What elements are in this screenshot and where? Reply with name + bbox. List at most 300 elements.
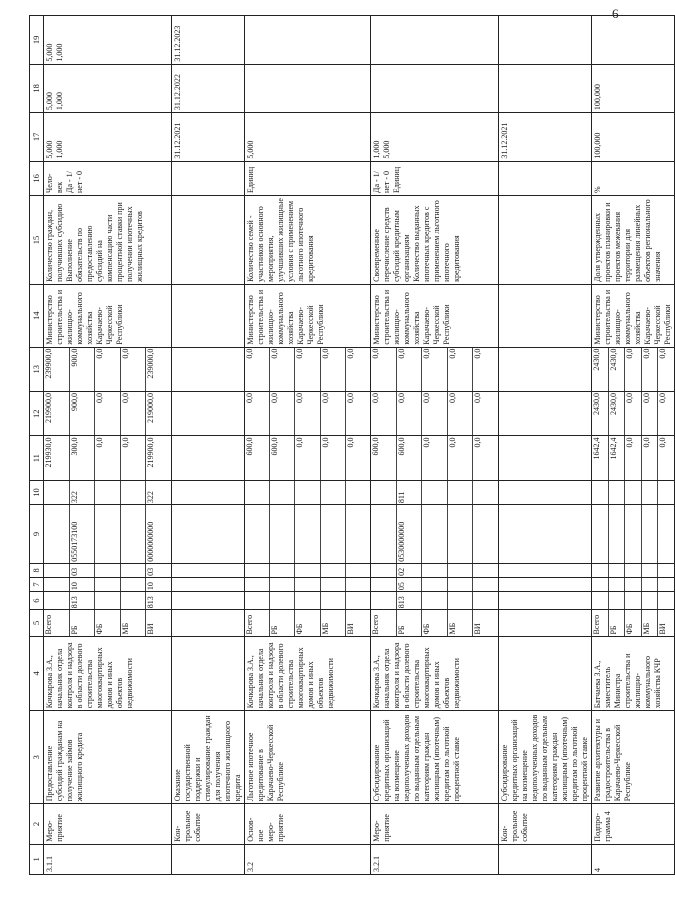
cell-c2: Основ- ное меро- приятие <box>245 804 371 844</box>
cell-c17: 31.12.2021 <box>499 113 592 162</box>
cell-c11 <box>44 436 172 480</box>
column-number-19: 19 <box>30 16 44 65</box>
cell-c8 <box>245 563 371 577</box>
sub-cell: ФБ <box>421 610 447 635</box>
column-number-row <box>30 16 44 875</box>
cell-c4: Кочкарова З.А., начальник отдела контроля и надзора в области долевого строительства многоквартирных домов и иных объектов недвижимости <box>371 636 499 711</box>
sub-cell: 0,0 <box>294 348 319 391</box>
sub-cell: РБ <box>69 610 95 635</box>
cell-c10 <box>592 480 675 504</box>
sub-cell: ФБ <box>624 610 641 635</box>
cell-c18: 5,000 1,000 <box>44 64 172 113</box>
cell-c4: Кочкарова З.А., начальник отдела контроля и надзора в области долевого строительства многоквартирных домов и иных объектов недвижимости <box>245 636 371 711</box>
cell-c12 <box>499 392 592 436</box>
column-number-10: 10 <box>30 480 44 504</box>
sub-cell <box>641 505 658 563</box>
sub-cell-stack <box>245 348 370 391</box>
sub-cell: 0,0 <box>472 348 498 391</box>
cell-c9 <box>44 505 172 564</box>
sub-cell: 322 <box>69 481 95 504</box>
sub-cell <box>120 564 146 577</box>
sub-cell <box>641 481 658 504</box>
cell-c4: Кочкарова З.А., начальник отдела контроля и надзора в области долевого строительства многоквартирных домов и иных объектов недвижимости <box>44 636 172 711</box>
sub-cell-stack <box>592 348 674 391</box>
sub-cell-stack <box>371 348 498 391</box>
column-number-9: 9 <box>30 505 44 564</box>
sub-cell <box>94 578 120 591</box>
sub-cell-stack <box>499 610 591 635</box>
cell-c6 <box>44 592 172 610</box>
sub-cell: 322 <box>145 481 171 504</box>
sub-cell-stack <box>172 505 244 563</box>
sub-cell: ФБ <box>94 610 120 635</box>
sub-cell <box>472 564 498 577</box>
cell-c8 <box>592 563 675 577</box>
sub-cell: 03 <box>69 564 95 577</box>
page-number: 6 <box>612 6 619 21</box>
sub-cell <box>269 505 294 563</box>
sub-cell-stack <box>44 564 171 577</box>
sub-cell: 0,0 <box>345 392 370 435</box>
sub-cell: 0,0 <box>447 348 473 391</box>
cell-c1: 3.2.1 <box>371 844 499 874</box>
sub-cell <box>94 505 120 563</box>
sub-cell <box>421 578 447 591</box>
sub-cell: 0,0 <box>421 436 447 479</box>
sub-cell-stack <box>499 392 591 435</box>
cell-c16 <box>499 161 592 195</box>
sub-cell <box>447 481 473 504</box>
sub-cell <box>657 564 674 577</box>
sub-cell <box>245 505 269 563</box>
cell-c11 <box>371 436 499 480</box>
cell-c16: Чело- век Да - 1/ нет - 0 <box>44 161 172 195</box>
sub-cell: 0,0 <box>120 348 146 391</box>
sub-cell <box>120 592 146 609</box>
sub-cell: 0,0 <box>245 393 254 404</box>
cell-c14 <box>499 284 592 347</box>
sub-cell: 0,0 <box>447 436 473 479</box>
sub-cell <box>421 505 447 563</box>
sub-cell: 2430,0 <box>608 392 625 435</box>
sub-cell: 813 <box>145 592 171 609</box>
sub-cell: ВИ <box>657 610 674 635</box>
sub-cell: 239000,0 <box>145 348 171 391</box>
sub-cell <box>245 481 269 504</box>
column-number-7: 7 <box>30 577 44 591</box>
cell-c17: 100,000 <box>592 113 675 162</box>
sub-cell <box>657 592 674 609</box>
sub-cell: 813 <box>69 592 95 609</box>
sub-cell-stack <box>499 564 591 577</box>
sub-cell: 0,0 <box>345 436 370 479</box>
sub-cell: 0,0 <box>396 348 422 391</box>
sub-cell <box>120 505 146 563</box>
sub-cell <box>94 564 120 577</box>
sub-cell-stack <box>592 436 674 479</box>
sub-cell: 0,0 <box>421 392 447 435</box>
sub-cell: РБ <box>269 610 294 635</box>
sub-cell <box>608 564 625 577</box>
cell-c18: 31.12.2022 <box>172 64 245 113</box>
cell-c7 <box>172 577 245 591</box>
table-row <box>592 16 675 875</box>
cell-c12 <box>44 392 172 436</box>
sub-cell: 0,0 <box>472 436 498 479</box>
cell-c2: Меро- приятие <box>44 804 172 844</box>
sub-cell-stack <box>245 436 370 479</box>
sub-cell: МБ <box>320 610 345 635</box>
sub-cell <box>345 564 370 577</box>
sub-cell: 0,0 <box>657 348 674 391</box>
cell-c14: Министерство строительства и жилищно-коммунального хозяйства Карачаево-Черкесской Республики <box>245 284 371 347</box>
column-number-12: 12 <box>30 392 44 436</box>
sub-cell <box>120 578 146 591</box>
sub-cell: 0,0 <box>396 392 422 435</box>
cell-c2: Кон- трольное событие <box>499 804 592 844</box>
sub-cell-stack <box>172 578 244 591</box>
cell-c18 <box>499 64 592 113</box>
cell-c3: Предоставление субсидий гражданам на получение займов жилищного кредита <box>44 711 172 804</box>
sub-cell-stack <box>499 592 591 609</box>
sub-cell: 0,0 <box>294 436 319 479</box>
cell-c5 <box>371 610 499 636</box>
cell-c2: Кон- трольное событие <box>172 804 245 844</box>
cell-c5 <box>245 610 371 636</box>
sub-cell: 0,0 <box>624 392 641 435</box>
sub-cell: 0,0 <box>641 348 658 391</box>
sub-cell <box>345 578 370 591</box>
sub-cell: Всего <box>371 614 380 635</box>
sub-cell-stack <box>371 592 498 609</box>
cell-c14: Министерство строительства и жилищно-коммунального хозяйства Карачаево-Черкесской Республики <box>371 284 499 347</box>
cell-c17: 1,000 5,000 <box>371 113 499 162</box>
cell-c6 <box>172 592 245 610</box>
cell-c1: 3.1.1 <box>44 844 172 874</box>
cell-c15: Доля утвержденных проектов планировки и проектов межевания территории для размещения линейных объектов регионального значения <box>592 195 675 284</box>
cell-c15 <box>172 195 245 284</box>
sub-cell: 900,0 <box>69 392 95 435</box>
sub-cell <box>345 481 370 504</box>
cell-c4: Батчаева З.А., заместитель Министра строительства и жилищно-коммунального хозяйства КЧР <box>592 636 675 711</box>
cell-c19 <box>371 16 499 65</box>
sub-cell: МБ <box>447 610 473 635</box>
sub-cell <box>269 481 294 504</box>
sub-cell <box>624 505 641 563</box>
sub-cell-stack <box>172 610 244 635</box>
sub-cell <box>472 592 498 609</box>
sub-cell-stack <box>371 578 498 591</box>
sub-cell <box>608 578 625 591</box>
cell-c19 <box>245 16 371 65</box>
sub-cell <box>421 564 447 577</box>
sub-cell: 0,0 <box>371 348 380 359</box>
cell-c12 <box>172 392 245 436</box>
sub-cell <box>44 564 69 577</box>
column-number-1: 1 <box>30 844 44 874</box>
sub-cell <box>320 505 345 563</box>
sub-cell: 0,0 <box>94 392 120 435</box>
sub-cell: 0,0 <box>269 392 294 435</box>
cell-c6 <box>371 592 499 610</box>
sub-cell <box>44 505 69 563</box>
sub-cell-stack <box>371 481 498 504</box>
sub-cell <box>592 505 608 563</box>
sub-cell <box>624 592 641 609</box>
sub-cell: 0,0 <box>120 436 146 479</box>
sub-cell: 2430,0 <box>608 348 625 391</box>
sub-cell-stack <box>245 578 370 591</box>
cell-c1: 4 <box>592 844 675 874</box>
sub-cell <box>345 592 370 609</box>
cell-c13 <box>499 347 592 391</box>
sub-cell <box>641 578 658 591</box>
sub-cell-stack <box>245 392 370 435</box>
cell-c4 <box>499 636 592 711</box>
sub-cell <box>320 592 345 609</box>
sub-cell: ВИ <box>472 610 498 635</box>
column-number-11: 11 <box>30 436 44 480</box>
sub-cell: РБ <box>396 610 422 635</box>
column-number-15: 15 <box>30 195 44 284</box>
sub-cell: МБ <box>120 610 146 635</box>
sub-cell-stack <box>245 610 370 635</box>
cell-c5 <box>44 610 172 636</box>
sub-cell: 600,0 <box>245 437 254 456</box>
cell-c13 <box>592 347 675 391</box>
sub-cell-stack <box>371 564 498 577</box>
sub-cell: 900,0 <box>69 348 95 391</box>
sub-cell: МБ <box>641 610 658 635</box>
sub-cell <box>120 481 146 504</box>
sub-cell: 600,0 <box>396 436 422 479</box>
column-number-5: 5 <box>30 610 44 636</box>
sub-cell <box>624 481 641 504</box>
sub-cell: 1642,4 <box>592 437 601 460</box>
sub-cell-stack <box>592 564 674 577</box>
sub-cell-stack <box>44 436 171 479</box>
cell-c1 <box>499 844 592 874</box>
cell-c8 <box>44 563 172 577</box>
sub-cell-stack <box>44 610 171 635</box>
column-number-2: 2 <box>30 804 44 844</box>
column-number-13: 13 <box>30 347 44 391</box>
sub-cell-stack <box>499 578 591 591</box>
sub-cell-stack <box>44 348 171 391</box>
sub-cell-stack <box>592 578 674 591</box>
column-number-18: 18 <box>30 64 44 113</box>
sub-cell <box>592 564 608 577</box>
cell-c19: 31.12.2023 <box>172 16 245 65</box>
sub-cell: 0,0 <box>371 393 380 404</box>
sub-cell: 0,0 <box>320 348 345 391</box>
sub-cell <box>608 592 625 609</box>
cell-c7 <box>592 577 675 591</box>
sub-cell: 219000,0 <box>145 392 171 435</box>
sub-cell: 1642,4 <box>608 436 625 479</box>
sub-cell: 811 <box>396 481 422 504</box>
sub-cell: 813 <box>396 592 422 609</box>
sub-cell: 0,0 <box>641 392 658 435</box>
sub-cell-stack <box>44 578 171 591</box>
sub-cell: Всего <box>44 614 53 635</box>
sub-cell: 0,0 <box>320 436 345 479</box>
sub-cell <box>44 592 69 609</box>
cell-c10 <box>371 480 499 504</box>
cell-c18 <box>245 64 371 113</box>
cell-c16: % <box>592 161 675 195</box>
sub-cell <box>472 505 498 563</box>
sub-cell: 0,0 <box>657 436 674 479</box>
cell-c8 <box>499 563 592 577</box>
sub-cell: 0,0 <box>472 392 498 435</box>
sub-cell: 0,0 <box>120 392 146 435</box>
sub-cell-stack <box>499 348 591 391</box>
cell-c12 <box>371 392 499 436</box>
sub-cell-stack <box>592 505 674 563</box>
sub-cell-stack <box>499 436 591 479</box>
cell-c14: Министерство строительства и жилищно-коммунального хозяйства Карачаево-Черкесской Республики <box>592 284 675 347</box>
cell-c6 <box>499 592 592 610</box>
cell-c5 <box>592 610 675 636</box>
sub-cell-stack <box>371 610 498 635</box>
cell-c6 <box>592 592 675 610</box>
sub-cell-stack <box>172 592 244 609</box>
cell-c18: 100,000 <box>592 64 675 113</box>
sub-cell: 0,0 <box>245 348 254 359</box>
sub-cell-stack <box>245 481 370 504</box>
sub-cell-stack <box>499 481 591 504</box>
column-number-17: 17 <box>30 113 44 162</box>
cell-c19 <box>592 16 675 65</box>
sub-cell-stack <box>592 392 674 435</box>
cell-c7 <box>245 577 371 591</box>
sub-cell: 0000000000 <box>145 505 171 563</box>
sub-cell: РБ <box>608 610 625 635</box>
sub-cell <box>641 592 658 609</box>
sub-cell: 0,0 <box>94 348 120 391</box>
sub-cell: 0550173100 <box>69 505 95 563</box>
sub-cell <box>245 592 269 609</box>
sub-cell <box>592 578 608 591</box>
sub-cell: 0530000000 <box>396 505 422 563</box>
sub-cell <box>320 564 345 577</box>
cell-c16 <box>172 161 245 195</box>
cell-c15: Количество семей - участников основного мероприятия, улучшивших жилищные условия с применением льготного ипотечного кредитования <box>245 195 371 284</box>
cell-c14: Министерство строительства и жилищно-коммунального хозяйства Карачаево-Черкесской Республики <box>44 284 172 347</box>
cell-c3: Развитие архитектуры и градостроительства в Карачаево-Черкесской Республике <box>592 711 675 804</box>
sub-cell <box>608 481 625 504</box>
sub-cell: 219900,0 <box>44 393 53 424</box>
sub-cell: 0,0 <box>421 348 447 391</box>
sub-cell: 2430,0 <box>592 348 601 371</box>
cell-c9 <box>499 505 592 564</box>
cell-c13 <box>371 347 499 391</box>
sub-cell-stack <box>245 505 370 563</box>
cell-c6 <box>245 592 371 610</box>
sub-cell: 0,0 <box>320 392 345 435</box>
rotated-page <box>29 15 672 875</box>
sub-cell <box>320 578 345 591</box>
sub-cell <box>657 578 674 591</box>
sub-cell: 0,0 <box>294 392 319 435</box>
cell-c10 <box>44 480 172 504</box>
sub-cell <box>641 564 658 577</box>
cell-c12 <box>592 392 675 436</box>
sub-cell-stack <box>371 392 498 435</box>
sub-cell <box>44 481 69 504</box>
sub-cell-stack <box>44 481 171 504</box>
cell-c19 <box>499 16 592 65</box>
sub-cell: 10 <box>69 578 95 591</box>
sub-cell: 02 <box>396 564 422 577</box>
sub-cell: 0,0 <box>94 436 120 479</box>
sub-cell: 03 <box>145 564 171 577</box>
cell-c17: 5,000 1,000 <box>44 113 172 162</box>
cell-c1 <box>172 844 245 874</box>
column-number-3: 3 <box>30 711 44 804</box>
sub-cell <box>608 505 625 563</box>
sub-cell: Всего <box>592 614 601 635</box>
cell-c9 <box>172 505 245 564</box>
sub-cell <box>657 481 674 504</box>
cell-c11 <box>172 436 245 480</box>
cell-c15: Количество граждан, получивших субсидию Выполнение обязательств по предоставлению субсидий на компенсацию части процентной ставки при получении ипотечных жилищных кредитов <box>44 195 172 284</box>
sub-cell <box>592 592 608 609</box>
sub-cell <box>624 578 641 591</box>
sub-cell <box>269 592 294 609</box>
table-row <box>371 16 499 875</box>
sub-cell <box>94 481 120 504</box>
table-row <box>172 16 245 875</box>
table-row <box>245 16 371 875</box>
column-number-14: 14 <box>30 284 44 347</box>
cell-c2: Подпро- грамма 4 <box>592 804 675 844</box>
sub-cell-stack <box>371 505 498 563</box>
sub-cell <box>421 592 447 609</box>
sub-cell: ФБ <box>294 610 319 635</box>
cell-c10 <box>172 480 245 504</box>
cell-c7 <box>44 577 172 591</box>
cell-c11 <box>245 436 371 480</box>
sub-cell: 10 <box>145 578 171 591</box>
column-number-6: 6 <box>30 592 44 610</box>
sub-cell <box>624 564 641 577</box>
sub-cell-stack <box>592 610 674 635</box>
cell-c9 <box>245 505 371 564</box>
sub-cell: 0,0 <box>624 348 641 391</box>
sub-cell: 0,0 <box>657 392 674 435</box>
sub-cell: 300,0 <box>69 436 95 479</box>
cell-c12 <box>245 392 371 436</box>
cell-c9 <box>371 505 499 564</box>
sub-cell <box>294 578 319 591</box>
sub-cell <box>294 592 319 609</box>
cell-c3: Льготное ипотечное кредитование в Карачаево-Черкесской Республике <box>245 711 371 804</box>
sub-cell: 05 <box>396 578 422 591</box>
sub-cell-stack <box>172 436 244 479</box>
sub-cell <box>320 481 345 504</box>
sub-cell <box>472 578 498 591</box>
cell-c3: Оказание государственной поддержки и стимулирование граждан для получения ипотечного жилищного кредита <box>172 711 245 804</box>
sub-cell-stack <box>44 592 171 609</box>
sub-cell-stack <box>592 481 674 504</box>
sub-cell <box>294 481 319 504</box>
sub-cell <box>345 505 370 563</box>
sub-cell <box>371 564 396 577</box>
cell-c7 <box>371 577 499 591</box>
cell-c8 <box>172 563 245 577</box>
